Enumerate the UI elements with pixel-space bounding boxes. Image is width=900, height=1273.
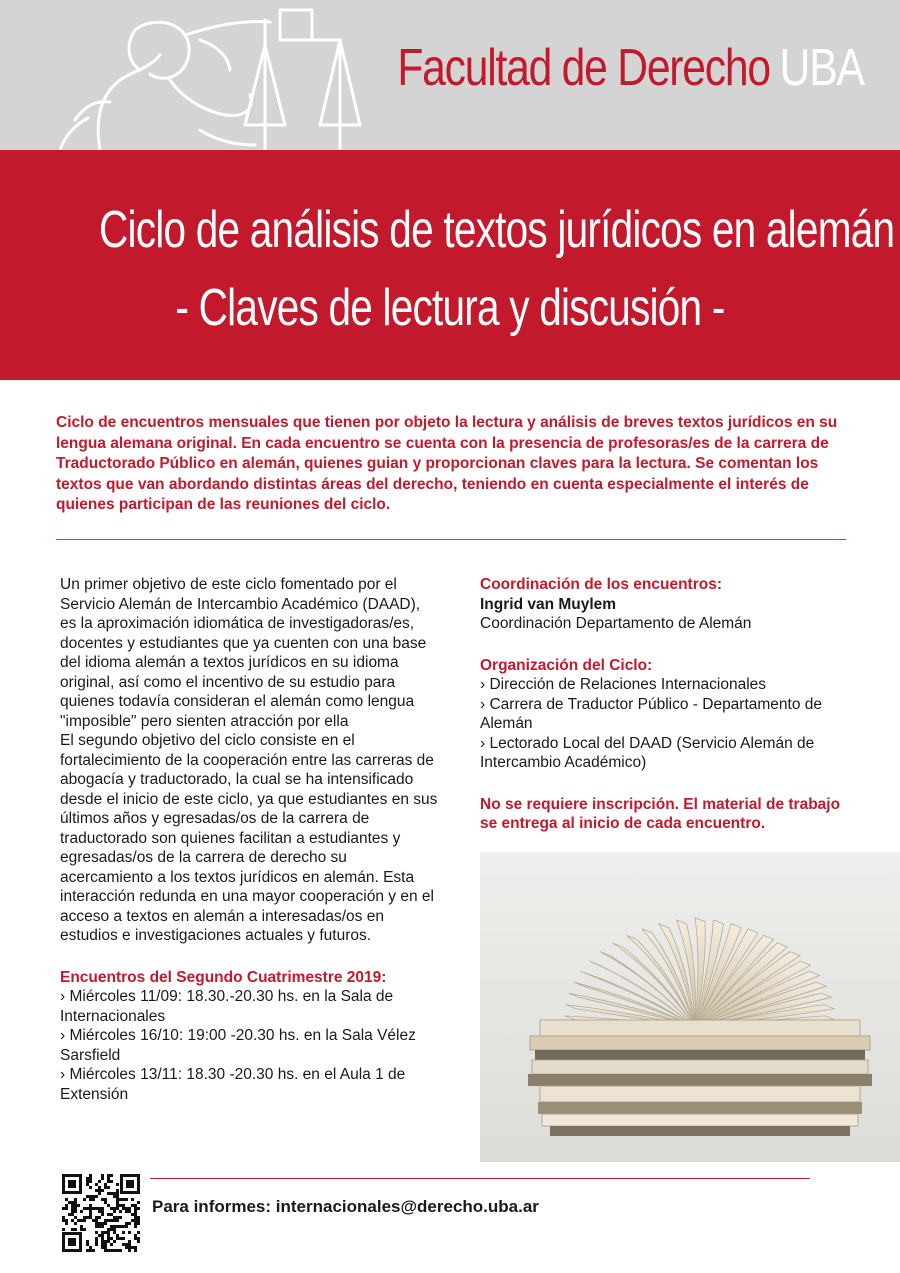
sessions-heading: Encuentros del Segundo Cuatrimestre 2019: [60, 968, 387, 986]
objective-paragraph-2: El segundo objetivo del ciclo consiste en el fortalecimiento de la cooperación entre las carreras de abogacía y traductorado, la cual se ha intensificado desde el inicio de este ciclo, ya que estudiantes en sus últimos años y egresadas/os de la carrera de traductorado son quienes facilitan a estudiantes y egresadas/os de la carrera de derecho su acercamiento a los textos jurídicos en alemán. Esta interacción redunda en una mayor cooperación y en el acceso a textos en alemán a interesadas/os en estudios e investigaciones actuales y futuros. [60, 732, 438, 944]
registration-notice: No se requiere inscripción. El material de trabajo se entrega al inicio de cada encuentro. [480, 795, 841, 832]
session-item: › Miércoles 13/11: 18.30 -20.30 hs. en el Aula 1 de Extensión [60, 1066, 406, 1103]
coordination-heading: Coordinación de los encuentros: [480, 576, 722, 593]
sessions-section [60, 968, 440, 1105]
organization-item: › Dirección de Relaciones Internacionales [480, 676, 767, 693]
coordination-section [480, 575, 860, 634]
page-title-line-1: Ciclo de análisis de textos jurídicos en alemán [99, 201, 895, 259]
session-item: › Miércoles 16/10: 19:00 -20.30 hs. en la Sala Vélez Sarsfield [60, 1027, 416, 1064]
contact-info: Para informes: internacionales@derecho.uba.ar [152, 1197, 539, 1216]
coordinator-name: Ingrid van Muylem [480, 595, 617, 613]
faculty-logo [398, 38, 864, 98]
logo-main-text: Facultad de Derecho [397, 39, 771, 97]
left-column [60, 575, 440, 1104]
section-divider [56, 539, 846, 540]
page-title-line-2: - Claves de lectura y discusión - [175, 279, 725, 337]
header-band [0, 0, 900, 150]
coordinator-role: Coordinación Departamento de Alemán [480, 615, 752, 632]
organization-heading: Organización del Ciclo: [480, 656, 653, 674]
intro-paragraph: Ciclo de encuentros mensuales que tienen por objeto la lectura y análisis de breves textos jurídicos en su lengua alemana original. En cada encuentro se cuenta con la presencia de profesoras/es de la carrera de Traductorado Público en alemán, quienes guian y proporcionan claves para la lectura. Se comentan los textos que van abordando distintas áreas del derecho, teniendo en cuenta especialmente el interés de quienes participan de las reuniones del ciclo. [56, 414, 838, 513]
logo-suffix-text: UBA [780, 39, 864, 97]
organization-item: › Carrera de Traductor Público - Departamento de Alemán [480, 695, 823, 732]
qr-code[interactable] [60, 1172, 142, 1254]
organization-item: › Lectorado Local del DAAD (Servicio Alemán de Intercambio Académico) [480, 734, 815, 771]
organization-section [480, 656, 860, 773]
right-column [480, 575, 860, 834]
session-item: › Miércoles 11/09: 18.30.-20.30 hs. en la Sala de Internacionales [60, 988, 394, 1025]
objective-paragraph-1: Un primer objetivo de este ciclo fomentado por el Servicio Alemán de Intercambio Académico (DAAD), es la aproximación idiomática de investigadoras/es, docentes y estudiantes que ya cuenten con una base del idioma alemán a textos jurídicos en su idioma original, así como el incentivo de su estudio para quienes todavía consideran el alemán como lengua "imposible" pero sienten atracción por ella [60, 576, 427, 730]
footer-divider [150, 1178, 810, 1179]
title-band [0, 150, 900, 380]
open-book-photo [480, 852, 900, 1162]
justice-figure-illustration [40, 0, 400, 150]
